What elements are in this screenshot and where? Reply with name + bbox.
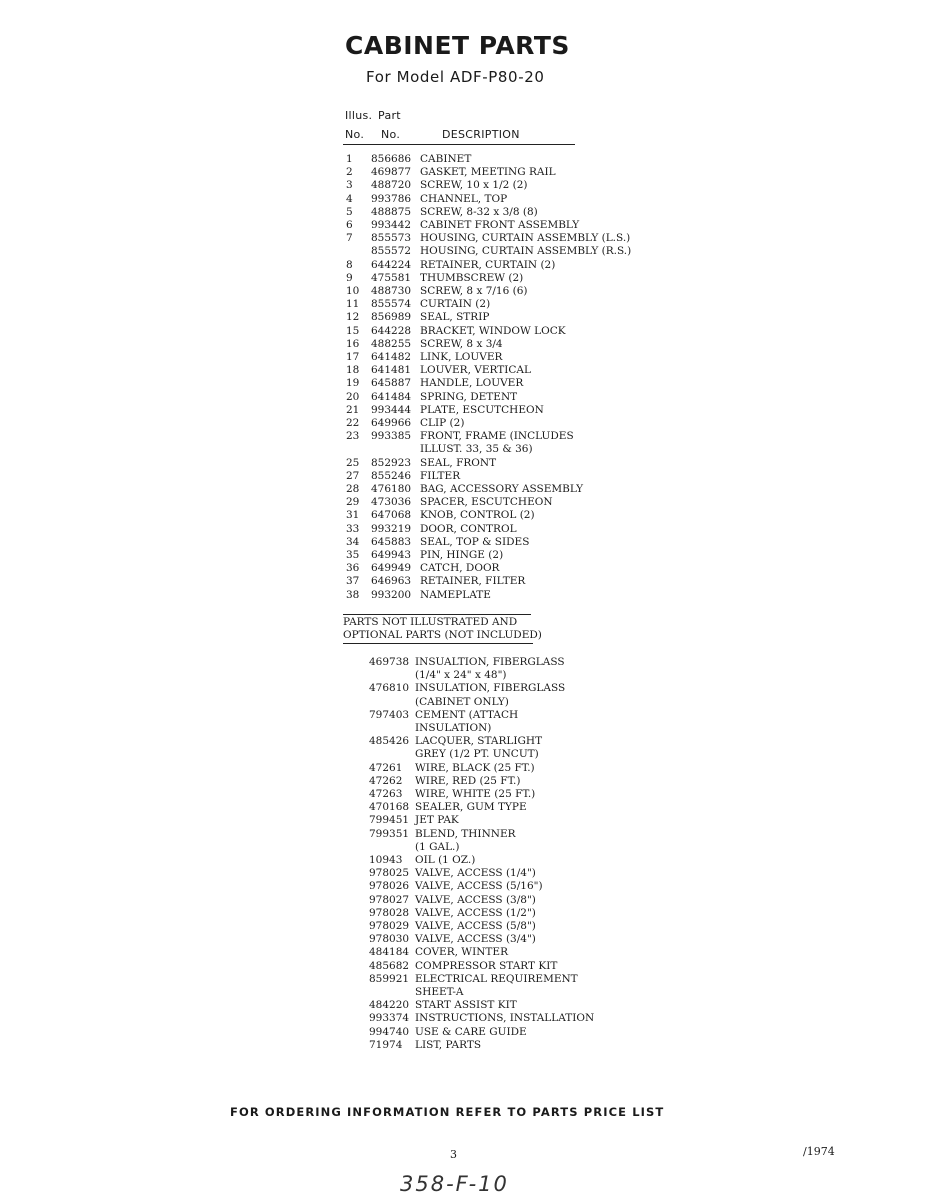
part-number: 855572 (371, 245, 412, 258)
illus-number: 27 (346, 469, 360, 482)
optional-parts-row (369, 656, 629, 669)
part-description: KNOB, CONTROL (2) (420, 509, 535, 522)
part-number: 855574 (371, 298, 412, 311)
optional-parts-row (369, 709, 629, 722)
part-number: 476180 (371, 483, 412, 495)
part-description: INSULATION, FIBERGLASS (415, 682, 566, 695)
part-description: (1 GAL.) (415, 840, 460, 853)
part-description: COVER, WINTER (415, 946, 508, 959)
part-description: JET PAK (415, 814, 459, 827)
part-description: RETAINER, FILTER (420, 575, 526, 588)
part-number: 47262 (369, 774, 403, 787)
part-number: 978029 (369, 920, 410, 932)
illus-number: 12 (346, 311, 360, 324)
part-description: START ASSIST KIT (415, 999, 517, 1012)
part-description: OIL (1 OZ.) (415, 854, 476, 866)
part-description: SHEET-A (415, 986, 464, 998)
part-number: 641482 (371, 351, 412, 363)
illus-number: 36 (346, 562, 360, 575)
part-number: 10943 (369, 854, 403, 866)
part-description: HOUSING, CURTAIN ASSEMBLY (R.S.) (420, 245, 632, 258)
part-description: LACQUER, STARLIGHT (415, 735, 543, 748)
illus-number: 18 (346, 364, 360, 377)
part-description: WIRE, RED (25 FT.) (415, 774, 521, 787)
part-description: LOUVER, VERTICAL (420, 364, 531, 377)
part-description: CURTAIN (2) (420, 298, 491, 311)
illus-number: 34 (346, 535, 360, 548)
part-description: SEAL, STRIP (420, 311, 490, 324)
optional-parts-row (369, 735, 629, 748)
optional-parts-row (369, 920, 629, 933)
parts-row (346, 377, 636, 390)
optional-parts-row (369, 999, 629, 1012)
illus-number: 23 (346, 430, 360, 443)
parts-row (346, 430, 636, 443)
optional-parts-row (369, 788, 629, 801)
part-description: INSULATION) (415, 722, 492, 734)
part-description: SCREW, 8-32 x 3/8 (8) (420, 205, 538, 218)
part-number: 484220 (369, 999, 410, 1012)
part-number: 645883 (371, 535, 412, 548)
part-number: 475581 (371, 271, 412, 284)
optional-parts-row (369, 973, 629, 986)
part-description: CABINET FRONT ASSEMBLY (420, 219, 580, 231)
part-description: GREY (1/2 PT. UNCUT) (415, 748, 539, 761)
illus-number: 11 (346, 298, 360, 311)
part-number: 71974 (369, 1038, 403, 1051)
illus-number: 20 (346, 390, 360, 403)
illus-number: 1 (346, 153, 353, 165)
ordering-footer: FOR ORDERING INFORMATION REFER TO PARTS PRICE LIST (230, 1105, 665, 1119)
part-number: 993219 (371, 522, 412, 535)
parts-row (346, 285, 636, 298)
part-number: 993442 (371, 219, 412, 231)
part-number: 641484 (371, 390, 412, 403)
part-description: (CABINET ONLY) (415, 695, 509, 708)
optional-parts-row (369, 894, 629, 907)
header-illus-no: No. (345, 128, 365, 141)
parts-row (346, 523, 636, 536)
optional-parts-row (369, 1026, 629, 1039)
illus-number: 2 (346, 166, 353, 179)
part-number: 473036 (371, 496, 412, 509)
part-description: SEAL, FRONT (420, 456, 497, 469)
part-number: 978030 (369, 933, 410, 946)
illus-number: 10 (346, 285, 360, 297)
part-description: SCREW, 10 x 1/2 (2) (420, 179, 528, 192)
part-number: 645887 (371, 377, 412, 390)
part-number: 797403 (369, 708, 410, 721)
part-number: 994740 (369, 1025, 410, 1038)
parts-row (346, 272, 636, 285)
illus-number: 9 (346, 271, 353, 284)
part-description: VALVE, ACCESS (1/2") (415, 906, 536, 919)
part-number: 649966 (371, 417, 412, 429)
part-number: 978027 (369, 893, 410, 906)
illus-number: 15 (346, 324, 360, 337)
part-description: WIRE, WHITE (25 FT.) (415, 788, 536, 800)
illus-number: 37 (346, 575, 360, 588)
illus-number: 25 (346, 456, 360, 469)
parts-row (346, 509, 636, 522)
part-description: INSTRUCTIONS, INSTALLATION (415, 1012, 595, 1025)
parts-row (346, 338, 636, 351)
parts-row (346, 219, 636, 232)
optional-parts-row (369, 854, 629, 867)
part-description: FRONT, FRAME (INCLUDES (420, 430, 574, 443)
parts-row (346, 536, 636, 549)
illus-number: 8 (346, 258, 353, 271)
part-number: 799351 (369, 827, 410, 840)
parts-row (346, 245, 636, 258)
header-illus: Illus. (345, 109, 373, 122)
part-description: SPACER, ESCUTCHEON (420, 496, 553, 509)
parts-row (346, 351, 636, 364)
part-number: 856989 (371, 311, 412, 324)
part-description: THUMBSCREW (2) (420, 271, 524, 284)
part-description: SPRING, DETENT (420, 390, 518, 403)
optional-parts-row (369, 946, 629, 959)
part-number: 993200 (371, 588, 412, 601)
optional-parts-row (369, 748, 629, 761)
part-description: VALVE, ACCESS (3/8") (415, 893, 536, 906)
part-number: 647068 (371, 509, 412, 522)
part-description: CHANNEL, TOP (420, 192, 508, 205)
part-number: 644224 (371, 258, 412, 271)
section-divider (343, 614, 531, 615)
part-description: PLATE, ESCUTCHEON (420, 403, 544, 416)
illus-number: 19 (346, 377, 360, 390)
part-number: 47261 (369, 761, 403, 774)
part-description: SEAL, TOP & SIDES (420, 535, 530, 548)
part-number: 993385 (371, 430, 412, 443)
part-number: 799451 (369, 814, 410, 827)
part-description: COMPRESSOR START KIT (415, 959, 558, 972)
part-description: BLEND, THINNER (415, 827, 516, 840)
illus-number: 31 (346, 509, 360, 522)
part-description: DOOR, CONTROL (420, 522, 517, 535)
optional-parts-row (369, 682, 629, 695)
optional-parts-row (369, 907, 629, 920)
part-description: NAMEPLATE (420, 588, 491, 601)
header-part-no: No. (381, 128, 401, 141)
part-number: 649949 (371, 562, 412, 575)
parts-row (346, 206, 636, 219)
part-number: 484184 (369, 946, 410, 959)
optional-parts-row (369, 1012, 629, 1025)
parts-row (346, 391, 636, 404)
illus-number: 21 (346, 403, 360, 416)
part-number: 488875 (371, 205, 412, 218)
part-description: VALVE, ACCESS (3/4") (415, 933, 536, 946)
part-number: 644228 (371, 324, 412, 337)
illus-number: 5 (346, 205, 353, 218)
header-description: DESCRIPTION (442, 128, 520, 141)
parts-row (346, 457, 636, 470)
part-description: CEMENT (ATTACH (415, 708, 519, 721)
part-number: 649943 (371, 549, 412, 561)
not-included-heading-line1: PARTS NOT ILLUSTRATED AND (343, 616, 518, 628)
parts-row (346, 259, 636, 272)
parts-row (346, 417, 636, 430)
parts-row (346, 311, 636, 324)
optional-parts-row (369, 669, 629, 682)
illus-number: 33 (346, 522, 360, 535)
part-description: ILLUST. 33, 35 & 36) (420, 443, 533, 456)
optional-parts-row (369, 762, 629, 775)
part-description: LIST, PARTS (415, 1038, 482, 1051)
part-number: 476810 (369, 682, 410, 695)
optional-parts-row (369, 986, 629, 999)
parts-row (346, 575, 636, 588)
part-description: ELECTRICAL REQUIREMENT (415, 972, 578, 985)
parts-row (346, 153, 636, 166)
part-number: 978028 (369, 906, 410, 919)
part-number: 856686 (371, 153, 412, 165)
part-description: FILTER (420, 469, 461, 482)
part-number: 488720 (371, 179, 412, 192)
part-number: 469877 (371, 166, 412, 179)
not-included-rule (343, 643, 533, 644)
parts-row (346, 325, 636, 338)
part-number: 859921 (369, 972, 410, 985)
parts-row (346, 179, 636, 192)
parts-row (346, 298, 636, 311)
part-description: WIRE, BLACK (25 FT.) (415, 761, 535, 774)
part-number: 978025 (369, 867, 410, 880)
illus-number: 6 (346, 219, 353, 231)
part-description: PIN, HINGE (2) (420, 549, 504, 561)
illus-number: 4 (346, 192, 353, 205)
part-number: 993374 (369, 1012, 410, 1025)
part-number: 470168 (369, 801, 410, 814)
part-number: 852923 (371, 456, 412, 469)
not-included-heading-line2: OPTIONAL PARTS (NOT INCLUDED) (343, 629, 542, 641)
part-description: VALVE, ACCESS (1/4") (415, 867, 536, 880)
header-part: Part (378, 109, 401, 122)
part-number: 485426 (369, 735, 410, 748)
part-number: 993444 (371, 403, 412, 416)
optional-parts-row (369, 867, 629, 880)
illus-number: 38 (346, 588, 360, 601)
handwritten-note: 358-F-10 (400, 1172, 509, 1196)
part-number: 855246 (371, 469, 412, 482)
parts-row (346, 443, 636, 456)
part-number: 646963 (371, 575, 412, 588)
part-number: 855573 (371, 232, 412, 245)
optional-parts-row (369, 722, 629, 735)
illus-number: 35 (346, 549, 360, 561)
part-description: SEALER, GUM TYPE (415, 801, 527, 814)
parts-row (346, 589, 636, 602)
part-description: SCREW, 8 x 7/16 (6) (420, 285, 528, 297)
optional-parts-row (369, 1039, 629, 1052)
parts-row (346, 232, 636, 245)
part-description: RETAINER, CURTAIN (2) (420, 258, 556, 271)
parts-row (346, 404, 636, 417)
parts-row (346, 483, 636, 496)
optional-parts-row (369, 828, 629, 841)
illus-number: 22 (346, 417, 360, 429)
optional-parts-row (369, 775, 629, 788)
part-description: HOUSING, CURTAIN ASSEMBLY (L.S.) (420, 232, 631, 245)
part-number: 641481 (371, 364, 412, 377)
optional-parts-row (369, 814, 629, 827)
optional-parts-row (369, 841, 629, 854)
illus-number: 7 (346, 232, 353, 245)
parts-row (346, 470, 636, 483)
part-description: USE & CARE GUIDE (415, 1025, 527, 1038)
parts-row (346, 496, 636, 509)
part-number: 47263 (369, 788, 403, 800)
illus-number: 3 (346, 179, 353, 192)
parts-row (346, 193, 636, 206)
illus-number: 17 (346, 351, 360, 363)
optional-parts-row (369, 880, 629, 893)
illus-number: 28 (346, 483, 360, 495)
part-number: 488255 (371, 337, 412, 350)
part-number: 469738 (369, 656, 410, 668)
part-description: BAG, ACCESSORY ASSEMBLY (420, 483, 584, 495)
optional-parts-row (369, 933, 629, 946)
part-description: CATCH, DOOR (420, 562, 500, 575)
part-number: 993786 (371, 192, 412, 205)
part-description: (1/4" x 24" x 48") (415, 669, 507, 682)
part-description: LINK, LOUVER (420, 351, 503, 363)
page-title: CABINET PARTS (345, 31, 570, 60)
part-description: BRACKET, WINDOW LOCK (420, 324, 566, 337)
parts-row (346, 549, 636, 562)
page-number: 3 (450, 1148, 457, 1161)
optional-parts-row (369, 801, 629, 814)
illus-number: 16 (346, 337, 360, 350)
parts-row (346, 364, 636, 377)
page-subtitle: For Model ADF-P80-20 (366, 68, 545, 86)
part-description: INSUALTION, FIBERGLASS (415, 656, 565, 668)
part-number: 485682 (369, 959, 410, 972)
date-code: /1974 (803, 1145, 835, 1158)
part-description: GASKET, MEETING RAIL (420, 166, 556, 179)
part-number: 978026 (369, 880, 410, 893)
optional-parts-row (369, 960, 629, 973)
parts-row (346, 562, 636, 575)
part-description: VALVE, ACCESS (5/16") (415, 880, 543, 893)
part-description: SCREW, 8 x 3/4 (420, 337, 503, 350)
header-rule (343, 144, 575, 145)
part-description: CLIP (2) (420, 417, 465, 429)
part-description: CABINET (420, 153, 472, 165)
part-number: 488730 (371, 285, 412, 297)
part-description: VALVE, ACCESS (5/8") (415, 920, 536, 932)
part-description: HANDLE, LOUVER (420, 377, 524, 390)
parts-row (346, 166, 636, 179)
illus-number: 29 (346, 496, 360, 509)
optional-parts-row (369, 696, 629, 709)
